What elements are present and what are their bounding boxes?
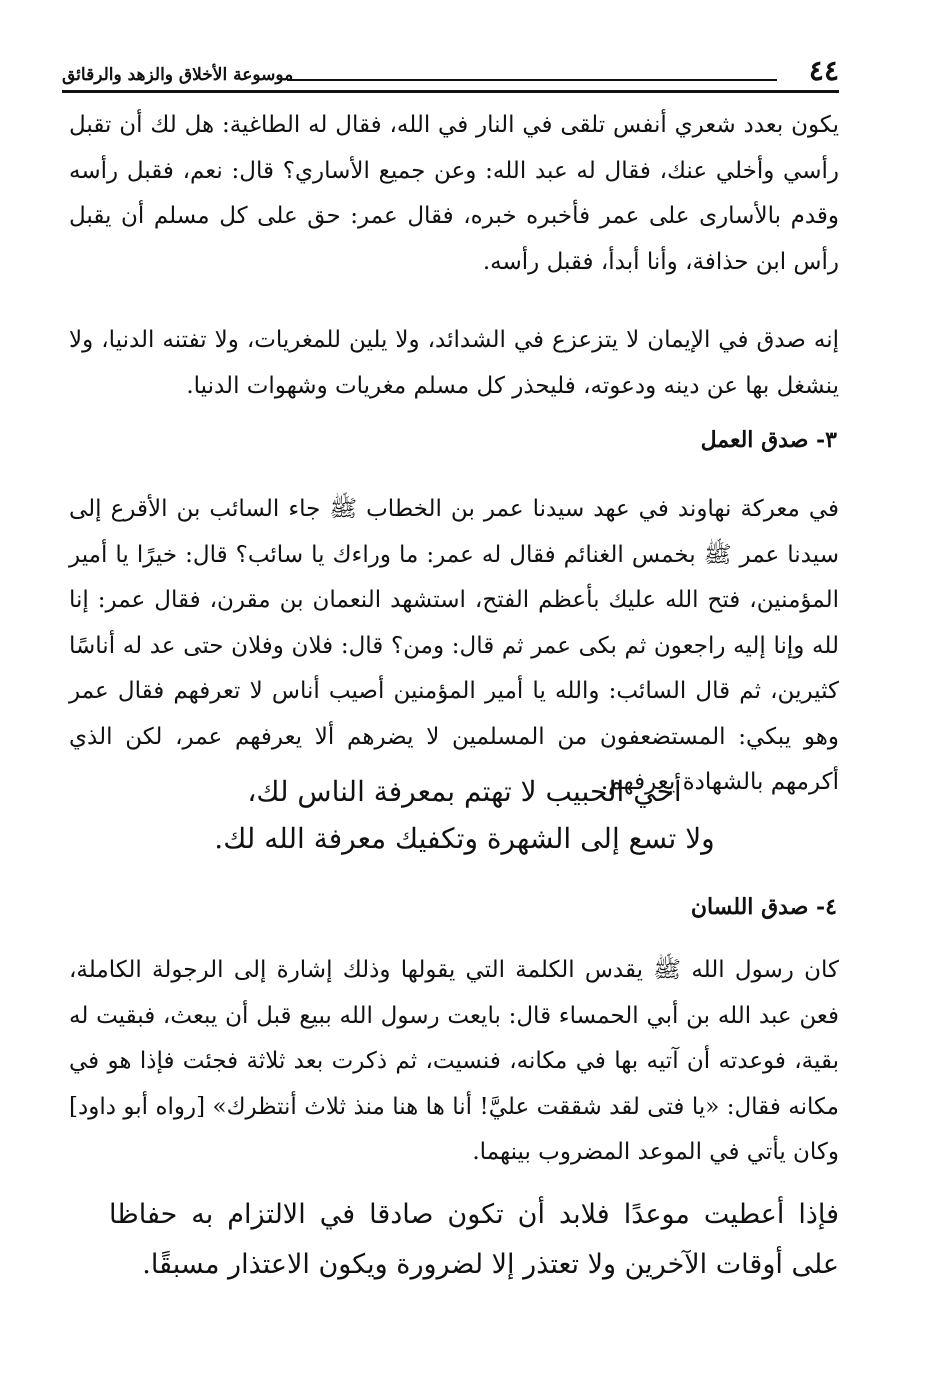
poem-block [90,768,839,862]
page-header [62,54,839,94]
book-title: موسوعة الأخلاق والزهد والرقائق [62,65,294,85]
page-number: ٤٤ [808,54,839,87]
poem-line-2: ولا تسع إلى الشهرة وتكفيك معرفة الله لك. [214,822,715,855]
header-divider [62,90,839,93]
closing-advice: فإذا أعطيت موعدًا فلابد أن تكون صادقا في الالتزام به حفاظا على أوقات الآخرين ولا تعتذر إلا لضرورة ويكون الاعتذار مسبقًا. [109,1199,839,1280]
heading-truth-in-deeds: ٣- صدق العمل [700,427,837,453]
paragraph-nahawand: في معركة نهاوند في عهد سيدنا عمر بن الخطاب ﷺ جاء السائب بن الأقرع إلى سيدنا عمر ﷺ بخمس الغنائم فقال له عمر: ما وراءك يا سائب؟ قال: خيرًا يا أمير المؤمنين، فتح الله عليك بأعظم الفتح، استشهد النعمان بن مقرن، فقال عمر: إنا لله وإنا إليه راجعون ثم بكى عمر ثم قال: ومن؟ قال: فلان وفلان حتى عد له أناسًا كثيرين، ثم قال السائب: والله يا أمير المؤمنين أصيب أناس لا تعرفهم فقال عمر وهو يبكي: المستضعفون من المسلمين لا يضرهم ألا يعرفهم عمر، لكن الذي أكرمهم بالشهادة يعرفهم. [69,496,839,795]
header-line [287,79,777,81]
paragraph-faith: إنه صدق في الإيمان لا يتزعزع في الشدائد، ولا يلين للمغريات، ولا تفتنه الدنيا، ولا ينشغل بها عن دينه ودعوته، فليحذر كل مسلم مغريات وشهوات الدنيا. [69,327,839,399]
paragraph-promise: كان رسول الله ﷺ يقدس الكلمة التي يقولها وذلك إشارة إلى الرجولة الكاملة، فعن عبد الله بن أبي الحمساء قال: بايعت رسول الله ببيع قبل أن يبعث، فبقيت له بقية، فوعدته أن آتيه بها في مكانه، فنسيت، ثم ذكرت بعد ثلاثة فجئت فإذا هو في مكانه فقال: «يا فتى لقد شققت عليَّ! أنا ها هنا منذ ثلاث أنتظرك» [رواه أبو داود] وكان يأتي في الموعد المضروب بينهما. [69,957,839,1165]
heading-truth-in-speech: ٤- صدق اللسان [690,894,837,920]
paragraph-ibn-hudhafa: يكون بعدد شعري أنفس تلقى في النار في الله، فقال له الطاغية: هل لك أن تقبل رأسي وأخلي عنك، فقال له عبد الله: وعن جميع الأساري؟ قال: نعم، فقبل رأسه وقدم بالأسارى على عمر فأخبره خبره، فقال عمر: حق على كل مسلم أن يقبل رأس ابن حذافة، وأنا أبدأ، فقبل رأسه. [69,112,839,275]
poem-line-1: أخي الحبيب لا تهتم بمعرفة الناس لك، [247,775,682,808]
